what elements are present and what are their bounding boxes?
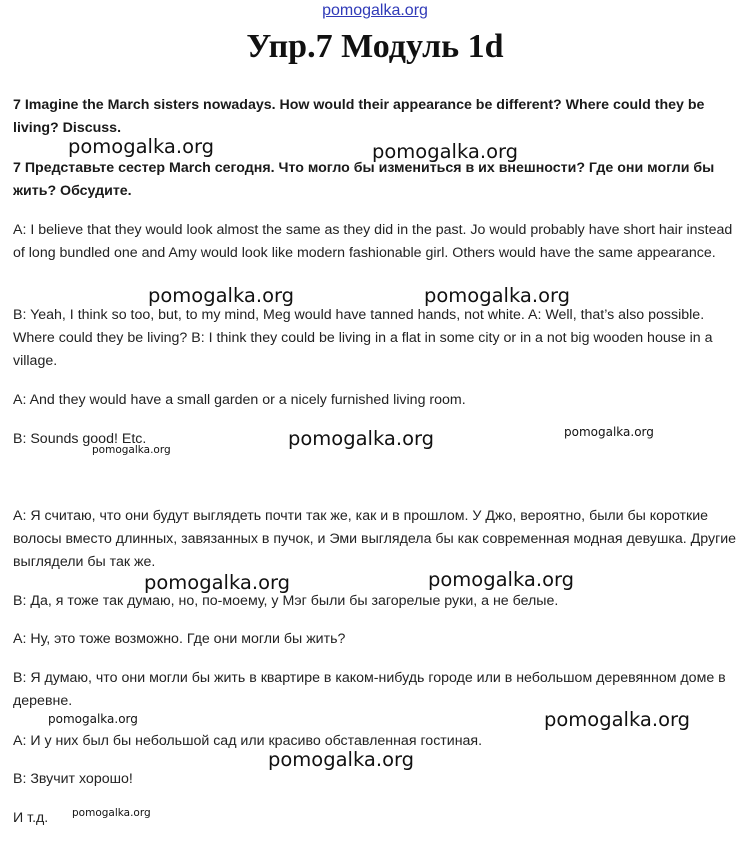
- watermark: pomogalka.org: [564, 425, 654, 439]
- dialogue-en-paragraph: B: Yeah, I think so too, but, to my mind, Meg would have tanned hands, not white. A: Well, that’s also possible. Where could they be living? B: I think they could be living in a flat in some city or in a not big wooden house in a village.: [13, 307, 713, 369]
- dialogue-en-paragraph: A: And they would have a small garden or a nicely furnished living room.: [13, 392, 466, 408]
- watermark: pomogalka.org: [72, 807, 151, 819]
- dialogue-ru-paragraph: B: Я думаю, что они могли бы жить в квартире в каком-нибудь городе или в небольшом деревянном доме в деревне.: [13, 670, 726, 709]
- dialogue-ru-paragraph: A: Ну, это тоже возможно. Где они могли бы жить?: [13, 631, 346, 647]
- watermark: pomogalka.org: [68, 135, 215, 158]
- watermark: pomogalka.org: [148, 284, 295, 307]
- watermark: pomogalka.org: [288, 427, 435, 450]
- page-title: Упр.7 Модуль 1d: [246, 28, 504, 65]
- watermark: pomogalka.org: [428, 568, 575, 591]
- dialogue-en-paragraph: A: I believe that they would look almost the same as they did in the past. Jo would probably have short hair instead of long bundled one and Amy would look like modern fashionable girl. Others would have the same appearance.: [13, 222, 733, 261]
- site-link[interactable]: pomogalka.org: [322, 2, 428, 19]
- watermark: pomogalka.org: [544, 708, 691, 731]
- watermark: pomogalka.org: [92, 444, 171, 456]
- dialogue-ru-paragraph: B: Звучит хорошо!: [13, 771, 133, 787]
- dialogue-en-paragraph: B: Sounds good! Etc.: [13, 431, 147, 447]
- watermark: [640, 846, 648, 847]
- watermark: pomogalka.org: [424, 284, 571, 307]
- dialogue-ru-paragraph: A: И у них был бы небольшой сад или красиво обставленная гостиная.: [13, 733, 483, 749]
- task-russian: 7 Представьте сестер March сегодня. Что могло бы измениться в их внешности? Где они могли бы жить? Обсудите.: [13, 160, 715, 199]
- dialogue-ru-paragraph: И т.д.: [13, 810, 49, 826]
- task-english: 7 Imagine the March sisters nowadays. How would their appearance be different? Where could they be living? Discuss.: [13, 97, 705, 136]
- watermark: pomogalka.org: [372, 140, 519, 163]
- dialogue-ru-paragraph: B: Да, я тоже так думаю, но, по-моему, у Мэг были бы загорелые руки, а не белые.: [13, 593, 559, 609]
- dialogue-ru-paragraph: A: Я считаю, что они будут выглядеть почти так же, как и в прошлом. У Джо, вероятно, были бы короткие волосы вместо длинных, завязанных в пучок, и Эми выглядела бы как современная модная девушка. Другие выглядели бы так же.: [13, 508, 737, 570]
- watermark: pomogalka.org: [144, 571, 291, 594]
- watermark: pomogalka.org: [268, 748, 415, 771]
- watermark: pomogalka.org: [48, 712, 138, 726]
